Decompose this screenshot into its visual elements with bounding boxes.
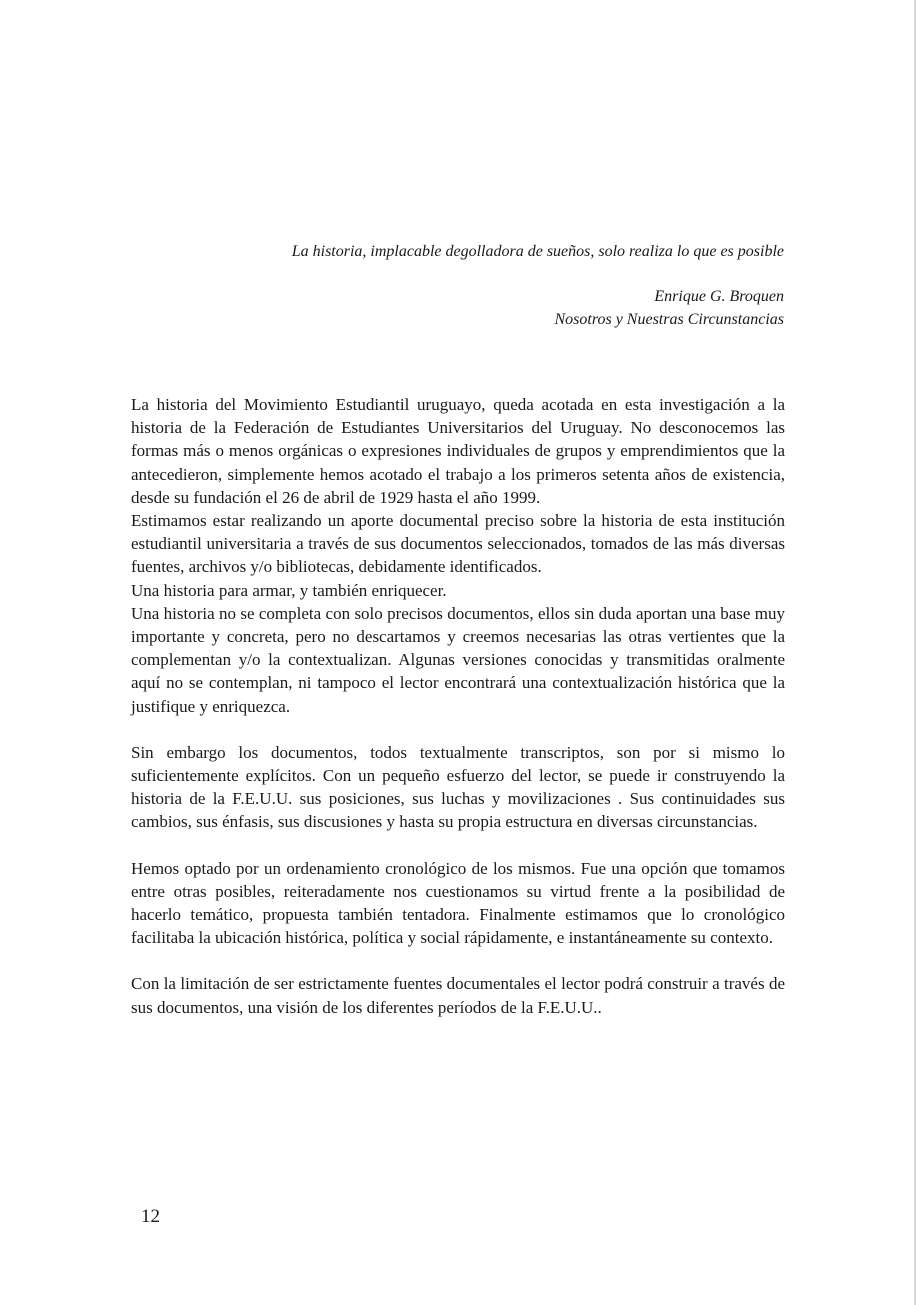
paragraph: Con la limitación de ser estrictamente fuentes documentales el lector podrá construir a través de sus documentos, una visión de los diferentes períodos de la F.E.U.U.. xyxy=(131,974,785,1017)
paragraph: Hemos optado por un ordenamiento cronológico de los mismos. Fue una opción que tomamos entre otras posibles, reiteradamente nos cuestionamos su virtud frente a la posibilidad de hacerlo temático, propuesta también tentadora. Finalmente estimamos que lo cronológico facilitaba la ubicación histórica, política y social rápidamente, e instantáneamente su contexto. xyxy=(131,858,785,948)
paragraph: Sin embargo los documentos, todos textualmente transcriptos, son por si mismo lo suficientemente explícitos. Con un pequeño esfuerzo del lector, se puede ir construyendo la historia de la F.E.U.U. sus posiciones, sus luchas y movilizaciones . Sus continuidades sus cambios, sus énfasis, sus discusiones y hasta su propia estructura en diversas circunstancias. xyxy=(131,742,785,832)
page-number: 12 xyxy=(141,1206,160,1227)
epigraph-quote: La historia, implacable degolladora de sueños, solo realiza lo que es posible xyxy=(291,243,784,260)
body-text xyxy=(131,393,785,1019)
epigraph-author: Enrique G. Broquen xyxy=(654,288,784,305)
paragraph: Estimamos estar realizando un aporte documental preciso sobre la historia de esta institución estudiantil universitaria a través de sus documentos seleccionados, tomados de las más diversas fuentes, archivos y/o bibliotecas, debidamente identificados. xyxy=(131,511,785,577)
paragraph: Una historia no se completa con solo precisos documentos, ellos sin duda aportan una base muy importante y concreta, pero no descartamos y creemos necesarias las otras vertientes que la complementan y/o la contextualizan. Algunas versiones conocidas y transmitidas oralmente aquí no se contemplan, ni tampoco el lector encontrará una contextualización histórica que la justifique y enriquezca. xyxy=(131,603,785,716)
epigraph xyxy=(130,240,784,331)
paragraph: La historia del Movimiento Estudiantil uruguayo, queda acotada en esta investigación a la historia de la Federación de Estudiantes Universitarios del Uruguay. No desconocemos las formas más o menos orgánicas o expresiones individuales de grupos y emprendimientos que la antecedieron, simplemente hemos acotado el trabajo a los primeros setenta años de existencia, desde su fundación el 26 de abril de 1929 hasta el año 1999. xyxy=(131,395,785,507)
epigraph-source: Nosotros y Nuestras Circunstancias xyxy=(554,311,784,328)
paragraph: Una historia para armar, y también enriquecer. xyxy=(131,580,447,600)
